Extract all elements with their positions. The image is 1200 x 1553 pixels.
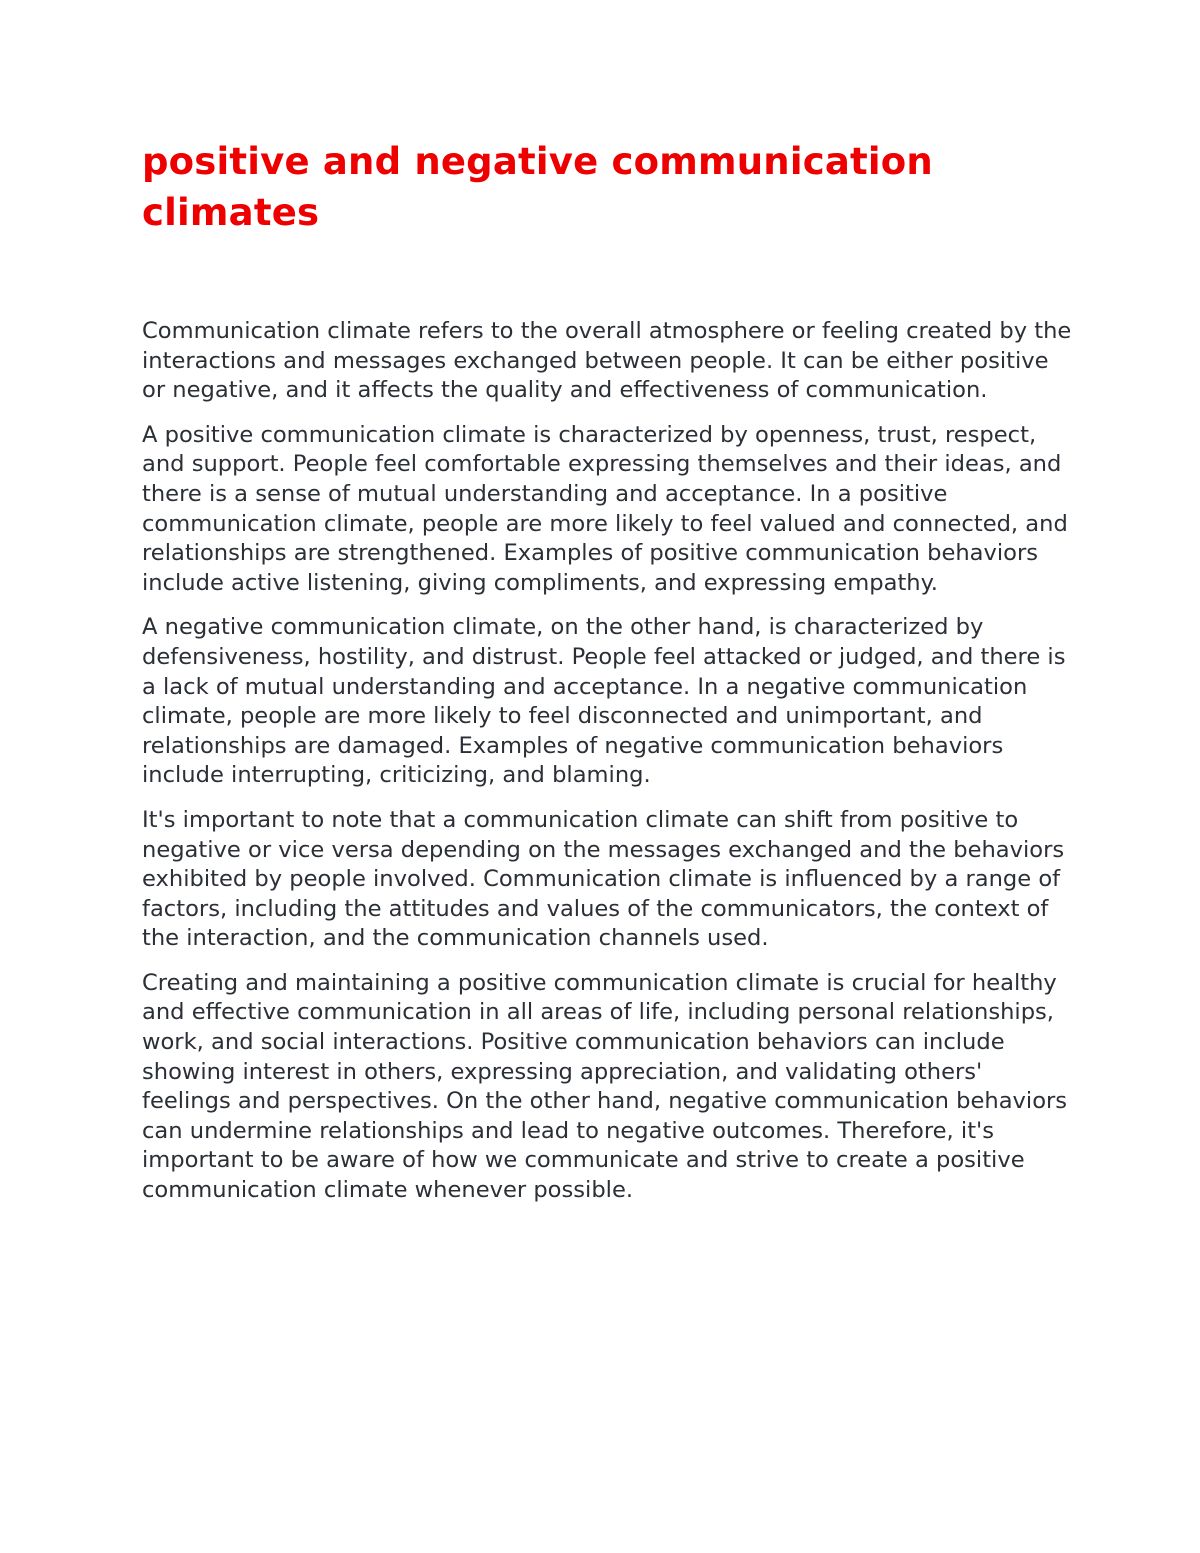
document-content <box>142 136 1072 1221</box>
paragraph-4: It's important to note that a communication climate can shift from positive to negative or vice versa depending on the messages exchanged and the behaviors exhibited by people involved. Communication climate is influenced by a range of factors, including the attitudes and values of the communicators, the context of the interaction, and the communication channels used. <box>142 806 1065 952</box>
document-title: positive and negative communication climates <box>142 140 933 234</box>
paragraph-3: A negative communication climate, on the other hand, is characterized by defensiveness, hostility, and distrust. People feel attacked or judged, and there is a lack of mutual understanding and acceptance. In a negative communication climate, people are more likely to feel disconnected and unimportant, and relationships are damaged. Examples of negative communication behaviors include interrupting, criticizing, and blaming. <box>142 614 1066 789</box>
paragraph-1: Communication climate refers to the overall atmosphere or feeling created by the interactions and messages exchanged between people. It can be either positive or negative, and it affects the quality and effectiveness of communication. <box>142 318 1072 404</box>
paragraph-2: A positive communication climate is characterized by openness, trust, respect, and support. People feel comfortable expressing themselves and their ideas, and there is a sense of mutual understanding and acceptance. In a positive communication climate, people are more likely to feel valued and connected, and relationships are strengthened. Examples of positive communication behaviors include active listening, giving compliments, and expressing empathy. <box>142 421 1068 596</box>
paragraph-5: Creating and maintaining a positive communication climate is crucial for healthy and effective communication in all areas of life, including personal relationships, work, and social interactions. Positive communication behaviors can include showing interest in others, expressing appreciation, and validating others' feelings and perspectives. On the other hand, negative communication behaviors can undermine relationships and lead to negative outcomes. Therefore, it's important to be aware of how we communicate and strive to create a positive communication climate whenever possible. <box>142 969 1068 1204</box>
document-body <box>142 317 1072 1206</box>
